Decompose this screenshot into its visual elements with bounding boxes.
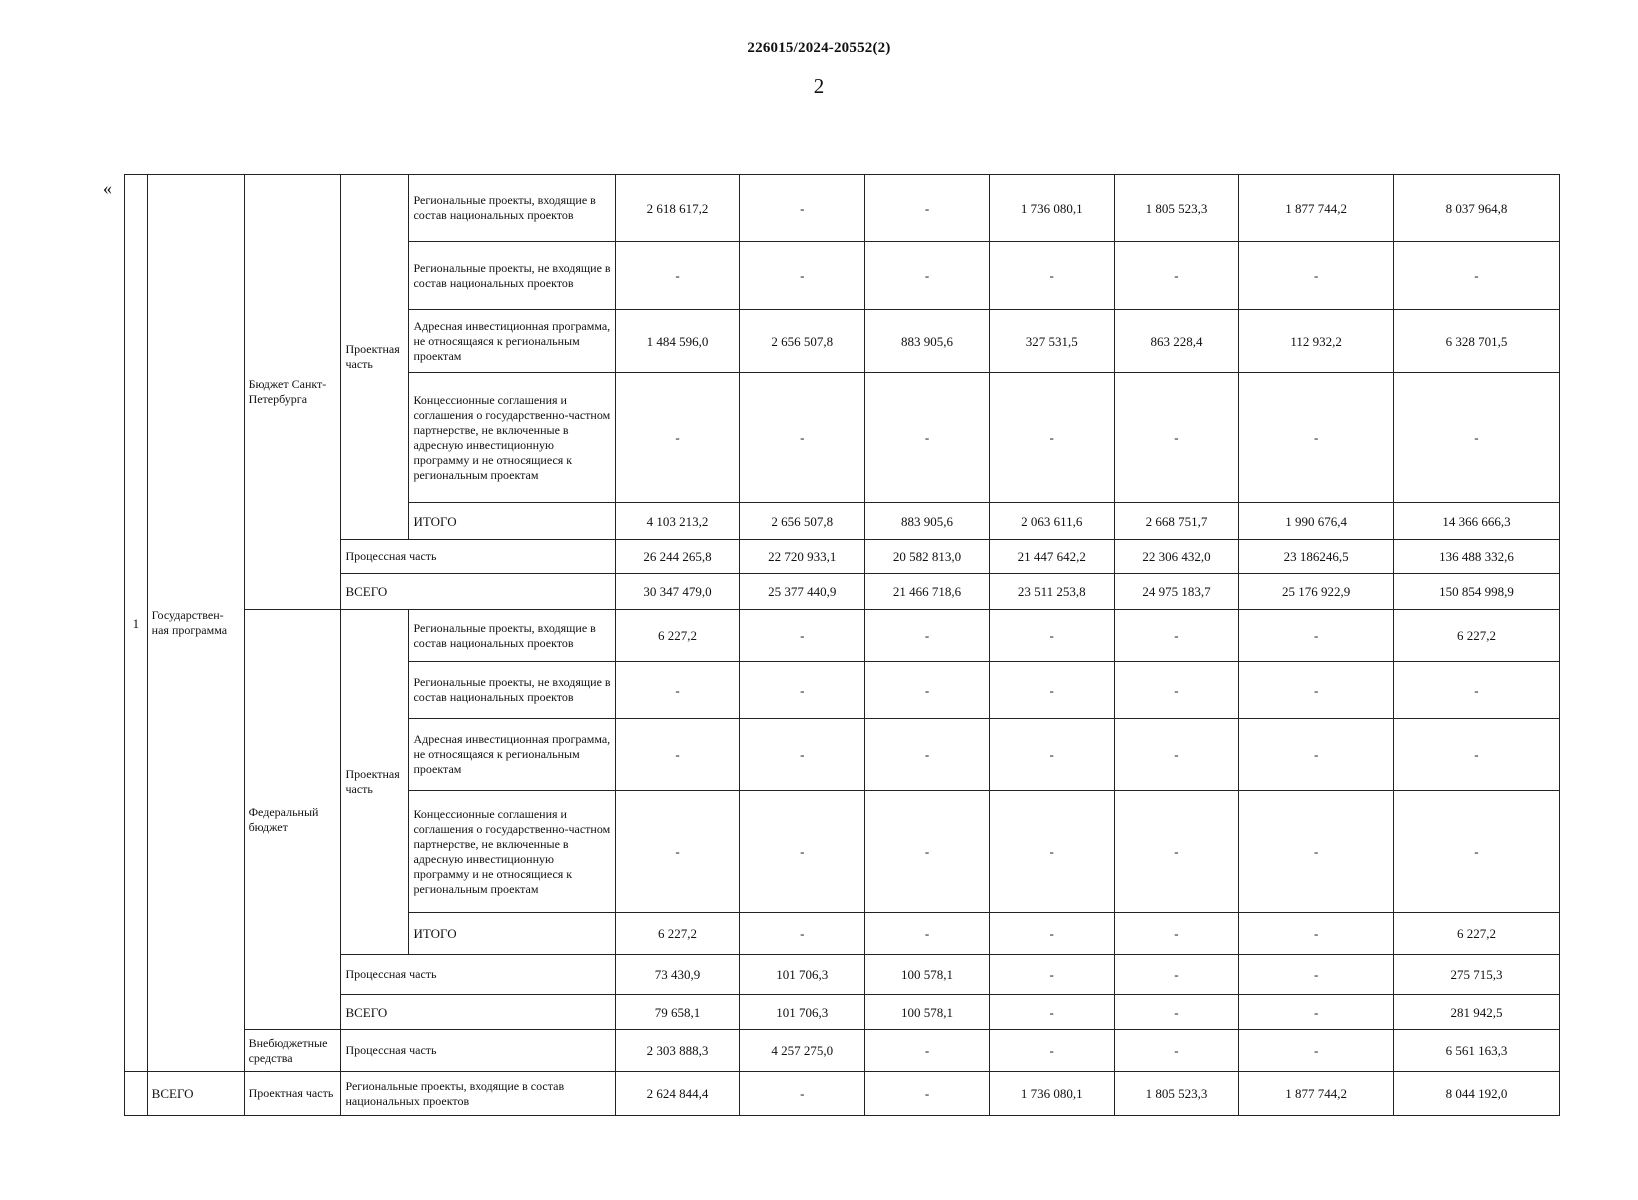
value-cell: 1 877 744,2: [1239, 1072, 1394, 1116]
value-cell: -: [740, 791, 865, 913]
value-cell: 73 430,9: [615, 955, 740, 995]
value-cell: 4 257 275,0: [740, 1030, 865, 1072]
budget-spb-cell: Бюджет Санкт-Петербурга: [244, 175, 341, 610]
value-cell: -: [1114, 373, 1239, 503]
value-cell: -: [989, 913, 1114, 955]
total-reg-nat-label: Региональные проекты, входящие в состав национальных проектов: [341, 1072, 615, 1116]
federal-budget-cell: Федеральный бюджет: [244, 610, 341, 1030]
value-cell: -: [615, 662, 740, 719]
total-cell: -: [1393, 662, 1559, 719]
value-cell: -: [989, 610, 1114, 662]
value-cell: 2 063 611,6: [989, 503, 1114, 540]
value-cell: 100 578,1: [865, 955, 990, 995]
total-project-part-cell: Проектная часть: [244, 1072, 341, 1116]
value-cell: 6 227,2: [615, 913, 740, 955]
value-cell: -: [865, 373, 990, 503]
document-number: 226015/2024-20552(2): [747, 40, 891, 56]
value-cell: 1 805 523,3: [1114, 175, 1239, 242]
value-cell: -: [1239, 1030, 1394, 1072]
value-cell: -: [989, 1030, 1114, 1072]
value-cell: 2 618 617,2: [615, 175, 740, 242]
total-cell: -: [1393, 242, 1559, 310]
fed-process-label: Процессная часть: [341, 955, 615, 995]
value-cell: -: [989, 662, 1114, 719]
value-cell: 21 466 718,6: [865, 574, 990, 610]
value-cell: 101 706,3: [740, 955, 865, 995]
total-cell: 8 037 964,8: [1393, 175, 1559, 242]
value-cell: -: [989, 373, 1114, 503]
value-cell: -: [1114, 610, 1239, 662]
spb-reg-nat-label: Региональные проекты, входящие в состав национальных проектов: [409, 175, 615, 242]
value-cell: -: [865, 1072, 990, 1116]
value-cell: -: [740, 913, 865, 955]
value-cell: 26 244 265,8: [615, 540, 740, 574]
spb-process-label: Процессная часть: [341, 540, 615, 574]
value-cell: -: [740, 175, 865, 242]
spb-reg-non-nat-label: Региональные проекты, не входящие в состав национальных проектов: [409, 242, 615, 310]
value-cell: -: [740, 242, 865, 310]
value-cell: -: [1239, 242, 1394, 310]
value-cell: -: [1114, 791, 1239, 913]
fed-reg-nat-label: Региональные проекты, входящие в состав национальных проектов: [409, 610, 615, 662]
value-cell: -: [1239, 719, 1394, 791]
value-cell: 1 805 523,3: [1114, 1072, 1239, 1116]
value-cell: -: [1239, 662, 1394, 719]
value-cell: -: [865, 913, 990, 955]
spb-concession-label: Концессионные соглашения и соглашения о государственно-частном партнерстве, не включенные в адресную инвестиционную программу и не относящиеся к региональным проектам: [409, 373, 615, 503]
total-cell: 6 227,2: [1393, 913, 1559, 955]
value-cell: -: [1114, 242, 1239, 310]
table-row: [125, 1030, 1560, 1072]
value-cell: -: [865, 791, 990, 913]
extrabudget-cell: Внебюджетные средства: [244, 1030, 341, 1072]
total-cell: 281 942,5: [1393, 995, 1559, 1030]
row-number-continuation: [125, 1072, 148, 1116]
value-cell: -: [1114, 913, 1239, 955]
extra-process-label: Процессная часть: [341, 1030, 615, 1072]
total-cell: 275 715,3: [1393, 955, 1559, 995]
value-cell: -: [740, 662, 865, 719]
total-cell: -: [1393, 719, 1559, 791]
value-cell: 24 975 183,7: [1114, 574, 1239, 610]
value-cell: -: [615, 719, 740, 791]
total-cell: 6 561 163,3: [1393, 1030, 1559, 1072]
total-cell: -: [1393, 373, 1559, 503]
value-cell: -: [865, 1030, 990, 1072]
value-cell: 23 511 253,8: [989, 574, 1114, 610]
value-cell: -: [740, 373, 865, 503]
table-row: [125, 1072, 1560, 1116]
value-cell: -: [1239, 955, 1394, 995]
value-cell: 327 531,5: [989, 310, 1114, 373]
value-cell: -: [865, 719, 990, 791]
page-number: 2: [813, 74, 825, 98]
total-cell: 8 044 192,0: [1393, 1072, 1559, 1116]
value-cell: -: [865, 242, 990, 310]
value-cell: 1 736 080,1: [989, 1072, 1114, 1116]
value-cell: -: [1239, 610, 1394, 662]
fed-vsego-label: ВСЕГО: [341, 995, 615, 1030]
value-cell: 1 736 080,1: [989, 175, 1114, 242]
value-cell: 101 706,3: [740, 995, 865, 1030]
value-cell: -: [1114, 719, 1239, 791]
value-cell: -: [615, 791, 740, 913]
total-cell: 136 488 332,6: [1393, 540, 1559, 574]
value-cell: -: [615, 373, 740, 503]
opening-quote-mark: «: [103, 178, 112, 198]
budget-table-total: [124, 1071, 1560, 1116]
fed-aip-label: Адресная инвестиционная программа, не относящаяся к региональным проектам: [409, 719, 615, 791]
value-cell: 2 624 844,4: [615, 1072, 740, 1116]
spb-vsego-label: ВСЕГО: [341, 574, 615, 610]
value-cell: 2 668 751,7: [1114, 503, 1239, 540]
value-cell: 6 227,2: [615, 610, 740, 662]
spb-aip-label: Адресная инвестиционная программа, не относящаяся к региональным проектам: [409, 310, 615, 373]
spb-itogo-label: ИТОГО: [409, 503, 615, 540]
value-cell: -: [1114, 995, 1239, 1030]
value-cell: 2 656 507,8: [740, 310, 865, 373]
table-row: [125, 175, 1560, 242]
value-cell: -: [740, 1072, 865, 1116]
value-cell: -: [865, 610, 990, 662]
value-cell: 21 447 642,2: [989, 540, 1114, 574]
value-cell: 23 186246,5: [1239, 540, 1394, 574]
value-cell: -: [1239, 373, 1394, 503]
value-cell: 1 877 744,2: [1239, 175, 1394, 242]
value-cell: -: [865, 175, 990, 242]
value-cell: 30 347 479,0: [615, 574, 740, 610]
value-cell: 20 582 813,0: [865, 540, 990, 574]
value-cell: 100 578,1: [865, 995, 990, 1030]
value-cell: 4 103 213,2: [615, 503, 740, 540]
value-cell: 25 176 922,9: [1239, 574, 1394, 610]
gov-program-cell: Государствен-ная программа: [147, 175, 244, 1072]
total-cell: 6 328 701,5: [1393, 310, 1559, 373]
value-cell: 1 990 676,4: [1239, 503, 1394, 540]
value-cell: -: [1114, 1030, 1239, 1072]
value-cell: -: [989, 242, 1114, 310]
value-cell: -: [1114, 662, 1239, 719]
value-cell: -: [989, 719, 1114, 791]
value-cell: -: [740, 610, 865, 662]
value-cell: 2 303 888,3: [615, 1030, 740, 1072]
row-number-cell: 1: [125, 175, 148, 1072]
value-cell: 2 656 507,8: [740, 503, 865, 540]
total-cell: 14 366 666,3: [1393, 503, 1559, 540]
value-cell: -: [1114, 955, 1239, 995]
value-cell: -: [989, 955, 1114, 995]
fed-itogo-label: ИТОГО: [409, 913, 615, 955]
value-cell: 883 905,6: [865, 503, 990, 540]
value-cell: 25 377 440,9: [740, 574, 865, 610]
budget-table: [124, 174, 1560, 1072]
value-cell: -: [1239, 791, 1394, 913]
total-cell: 6 227,2: [1393, 610, 1559, 662]
total-vsego-label: ВСЕГО: [147, 1072, 244, 1116]
total-cell: 150 854 998,9: [1393, 574, 1559, 610]
table-row: [125, 610, 1560, 662]
value-cell: 1 484 596,0: [615, 310, 740, 373]
value-cell: -: [615, 242, 740, 310]
total-cell: -: [1393, 791, 1559, 913]
value-cell: -: [989, 995, 1114, 1030]
value-cell: 112 932,2: [1239, 310, 1394, 373]
value-cell: 883 905,6: [865, 310, 990, 373]
fed-project-part-cell: Проектная часть: [341, 610, 409, 955]
spb-project-part-cell: Проектная часть: [341, 175, 409, 540]
fed-reg-non-nat-label: Региональные проекты, не входящие в состав национальных проектов: [409, 662, 615, 719]
value-cell: -: [865, 662, 990, 719]
value-cell: -: [1239, 995, 1394, 1030]
value-cell: -: [989, 791, 1114, 913]
value-cell: 22 720 933,1: [740, 540, 865, 574]
value-cell: -: [1239, 913, 1394, 955]
fed-concession-label: Концессионные соглашения и соглашения о государственно-частном партнерстве, не включенные в адресную инвестиционную программу и не относящиеся к региональным проектам: [409, 791, 615, 913]
value-cell: 22 306 432,0: [1114, 540, 1239, 574]
value-cell: 863 228,4: [1114, 310, 1239, 373]
value-cell: -: [740, 719, 865, 791]
value-cell: 79 658,1: [615, 995, 740, 1030]
